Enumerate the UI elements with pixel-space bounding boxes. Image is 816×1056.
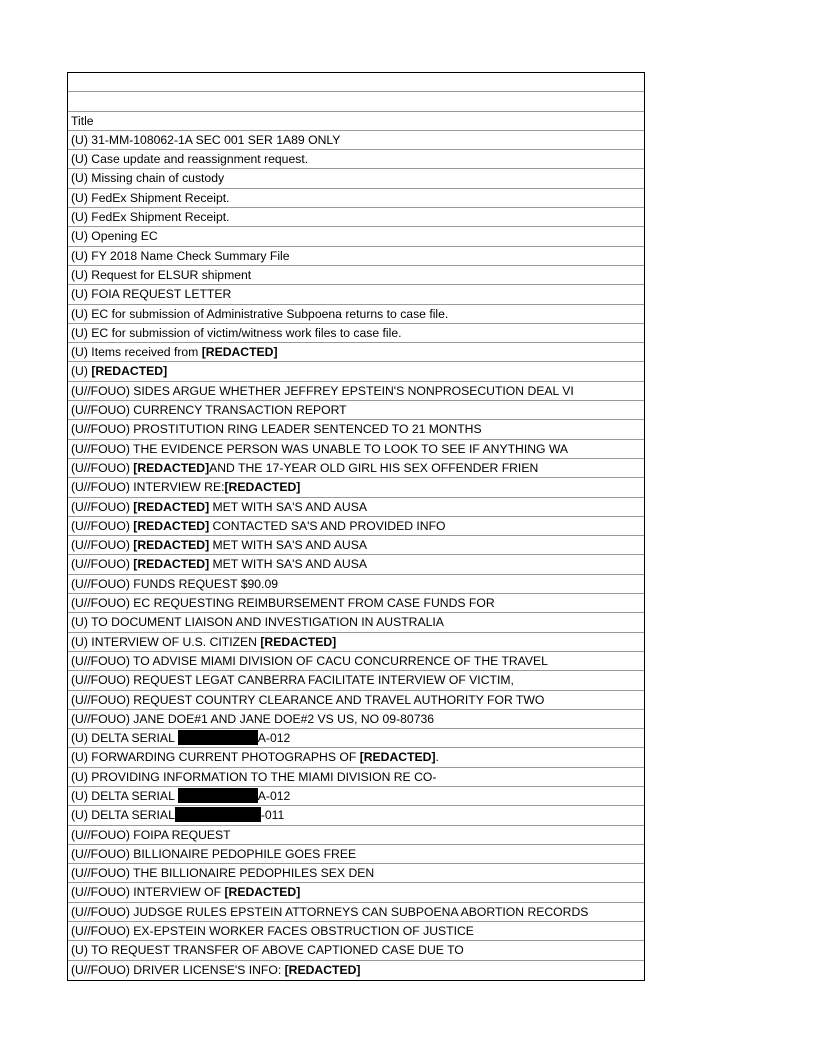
cell-text: (U) PROVIDING INFORMATION TO THE MIAMI DIVISION RE CO- xyxy=(71,769,437,784)
table-row xyxy=(68,247,644,266)
table-row xyxy=(68,748,644,767)
table-row xyxy=(68,903,644,922)
cell-text: (U//FOUO) xyxy=(71,538,134,553)
table-row xyxy=(68,420,644,439)
table-row xyxy=(68,633,644,652)
cell-text: (U//FOUO) xyxy=(71,460,134,475)
table-row xyxy=(68,208,644,227)
table-row xyxy=(68,343,644,362)
redacted-label: [REDACTED] xyxy=(284,962,361,977)
cell-text: (U) DELTA SERIAL xyxy=(71,808,175,823)
table-row xyxy=(68,613,644,632)
table-row xyxy=(68,594,644,613)
table-row xyxy=(68,671,644,690)
cell-text: (U) FedEx Shipment Receipt. xyxy=(71,190,230,205)
cell-text: -011 xyxy=(260,808,285,823)
table-row xyxy=(68,285,644,304)
cell-text: (U) TO DOCUMENT LIAISON AND INVESTIGATION IN AUSTRALIA xyxy=(71,615,444,630)
table-row xyxy=(68,555,644,574)
cell-text: (U) Items received from xyxy=(71,345,202,360)
table-row xyxy=(68,517,644,536)
cell-text: MET WITH SA'S AND AUSA xyxy=(209,557,367,572)
redaction-box xyxy=(175,807,261,822)
redaction-box xyxy=(178,730,258,745)
cell-text: (U) xyxy=(71,364,92,379)
table-row xyxy=(68,401,644,420)
redacted-label: [REDACTED] xyxy=(260,634,337,649)
blank-row xyxy=(68,92,644,111)
table-row xyxy=(68,227,644,246)
table-row xyxy=(68,131,644,150)
cell-text: (U//FOUO) DRIVER LICENSE'S INFO: xyxy=(71,962,285,977)
cell-text: MET WITH SA'S AND AUSA xyxy=(209,538,367,553)
cell-text: (U) INTERVIEW OF U.S. CITIZEN xyxy=(71,634,261,649)
cell-text: A-012 xyxy=(257,731,291,746)
table-row xyxy=(68,941,644,960)
table-row xyxy=(68,826,644,845)
cell-text: CONTACTED SA'S AND PROVIDED INFO xyxy=(209,518,446,533)
cell-text: (U//FOUO) FOIPA REQUEST xyxy=(71,827,231,842)
redacted-label: [REDACTED] xyxy=(224,885,301,900)
table-row xyxy=(68,478,644,497)
cell-text: (U) 31-MM-108062-1A SEC 001 SER 1A89 ONLY xyxy=(71,132,341,147)
cell-text: (U//FOUO) SIDES ARGUE WHETHER JEFFREY EPSTEIN'S NONPROSECUTION DEAL VI xyxy=(71,383,574,398)
table-row xyxy=(68,324,644,343)
table-row xyxy=(68,883,644,902)
table-body xyxy=(68,131,644,980)
table-row xyxy=(68,536,644,555)
table-row xyxy=(68,440,644,459)
cell-text: (U//FOUO) REQUEST LEGAT CANBERRA FACILITATE INTERVIEW OF VICTIM, xyxy=(71,673,514,688)
title-table xyxy=(67,72,645,981)
cell-text: (U//FOUO) xyxy=(71,518,134,533)
cell-text: (U) FedEx Shipment Receipt. xyxy=(71,210,230,225)
cell-text: (U//FOUO) PROSTITUTION RING LEADER SENTENCED TO 21 MONTHS xyxy=(71,422,482,437)
cell-text: (U//FOUO) REQUEST COUNTRY CLEARANCE AND TRAVEL AUTHORITY FOR TWO xyxy=(71,692,545,707)
cell-text: (U) Request for ELSUR shipment xyxy=(71,267,252,282)
cell-text: (U) DELTA SERIAL xyxy=(71,731,178,746)
cell-text: (U//FOUO) JUDSGE RULES EPSTEIN ATTORNEYS CAN SUBPOENA ABORTION RECORDS xyxy=(71,904,589,919)
redacted-label: [REDACTED] xyxy=(91,364,168,379)
table-row xyxy=(68,575,644,594)
cell-text: (U) EC for submission of Administrative Subpoena returns to case file. xyxy=(71,306,449,321)
cell-text: (U) DELTA SERIAL xyxy=(71,788,178,803)
table-row xyxy=(68,382,644,401)
cell-text: (U) EC for submission of victim/witness work files to case file. xyxy=(71,325,402,340)
cell-text: (U//FOUO) FUNDS REQUEST $90.09 xyxy=(71,576,279,591)
table-row xyxy=(68,498,644,517)
redaction-box xyxy=(178,788,258,803)
blank-row xyxy=(68,73,644,92)
table-row xyxy=(68,305,644,324)
cell-text: (U) Missing chain of custody xyxy=(71,171,225,186)
redacted-label: [REDACTED] xyxy=(201,345,278,360)
cell-text: (U//FOUO) xyxy=(71,499,134,514)
table-row xyxy=(68,729,644,748)
cell-text: (U//FOUO) xyxy=(71,557,134,572)
table-row xyxy=(68,806,644,825)
redacted-label: [REDACTED] xyxy=(359,750,436,765)
redacted-label: [REDACTED] xyxy=(224,480,301,495)
table-row xyxy=(68,362,644,381)
table-row xyxy=(68,787,644,806)
table-row xyxy=(68,864,644,883)
redacted-label: [REDACTED] xyxy=(133,518,210,533)
table-row xyxy=(68,768,644,787)
cell-text: (U) FOIA REQUEST LETTER xyxy=(71,287,232,302)
table-row xyxy=(68,710,644,729)
table-row xyxy=(68,150,644,169)
table-row xyxy=(68,845,644,864)
cell-text: (U//FOUO) INTERVIEW OF xyxy=(71,885,225,900)
column-header: Title xyxy=(68,112,644,131)
cell-text: (U) FORWARDING CURRENT PHOTOGRAPHS OF xyxy=(71,750,360,765)
cell-text: (U) FY 2018 Name Check Summary File xyxy=(71,248,290,263)
cell-text: . xyxy=(435,750,439,765)
table-row xyxy=(68,266,644,285)
cell-text: (U//FOUO) EC REQUESTING REIMBURSEMENT FROM CASE FUNDS FOR xyxy=(71,596,495,611)
cell-text: (U) Opening EC xyxy=(71,229,158,244)
table-row xyxy=(68,961,644,980)
table-row xyxy=(68,922,644,941)
table-row xyxy=(68,691,644,710)
cell-text: AND THE 17-YEAR OLD GIRL HIS SEX OFFENDER FRIEN xyxy=(209,460,539,475)
table-row xyxy=(68,459,644,478)
cell-text: (U//FOUO) JANE DOE#1 AND JANE DOE#2 VS US, NO 09-80736 xyxy=(71,711,435,726)
redacted-label: [REDACTED] xyxy=(133,499,210,514)
redacted-label: [REDACTED] xyxy=(133,538,210,553)
cell-text: (U//FOUO) CURRENCY TRANSACTION REPORT xyxy=(71,403,347,418)
cell-text: (U//FOUO) INTERVIEW RE: xyxy=(71,480,225,495)
table-row xyxy=(68,652,644,671)
cell-text: (U//FOUO) TO ADVISE MIAMI DIVISION OF CACU CONCURRENCE OF THE TRAVEL xyxy=(71,653,548,668)
table-row xyxy=(68,169,644,188)
table-row xyxy=(68,189,644,208)
redacted-label: [REDACTED] xyxy=(133,460,210,475)
cell-text: A-012 xyxy=(257,788,291,803)
redacted-label: [REDACTED] xyxy=(133,557,210,572)
cell-text: MET WITH SA'S AND AUSA xyxy=(209,499,367,514)
cell-text: (U) TO REQUEST TRANSFER OF ABOVE CAPTIONED CASE DUE TO xyxy=(71,943,464,958)
cell-text: (U//FOUO) EX-EPSTEIN WORKER FACES OBSTRUCTION OF JUSTICE xyxy=(71,924,474,939)
cell-text: (U//FOUO) THE EVIDENCE PERSON WAS UNABLE TO LOOK TO SEE IF ANYTHING WA xyxy=(71,441,569,456)
cell-text: (U//FOUO) THE BILLIONAIRE PEDOPHILES SEX DEN xyxy=(71,866,375,881)
cell-text: (U) Case update and reassignment request. xyxy=(71,152,309,167)
cell-text: (U//FOUO) BILLIONAIRE PEDOPHILE GOES FREE xyxy=(71,846,357,861)
